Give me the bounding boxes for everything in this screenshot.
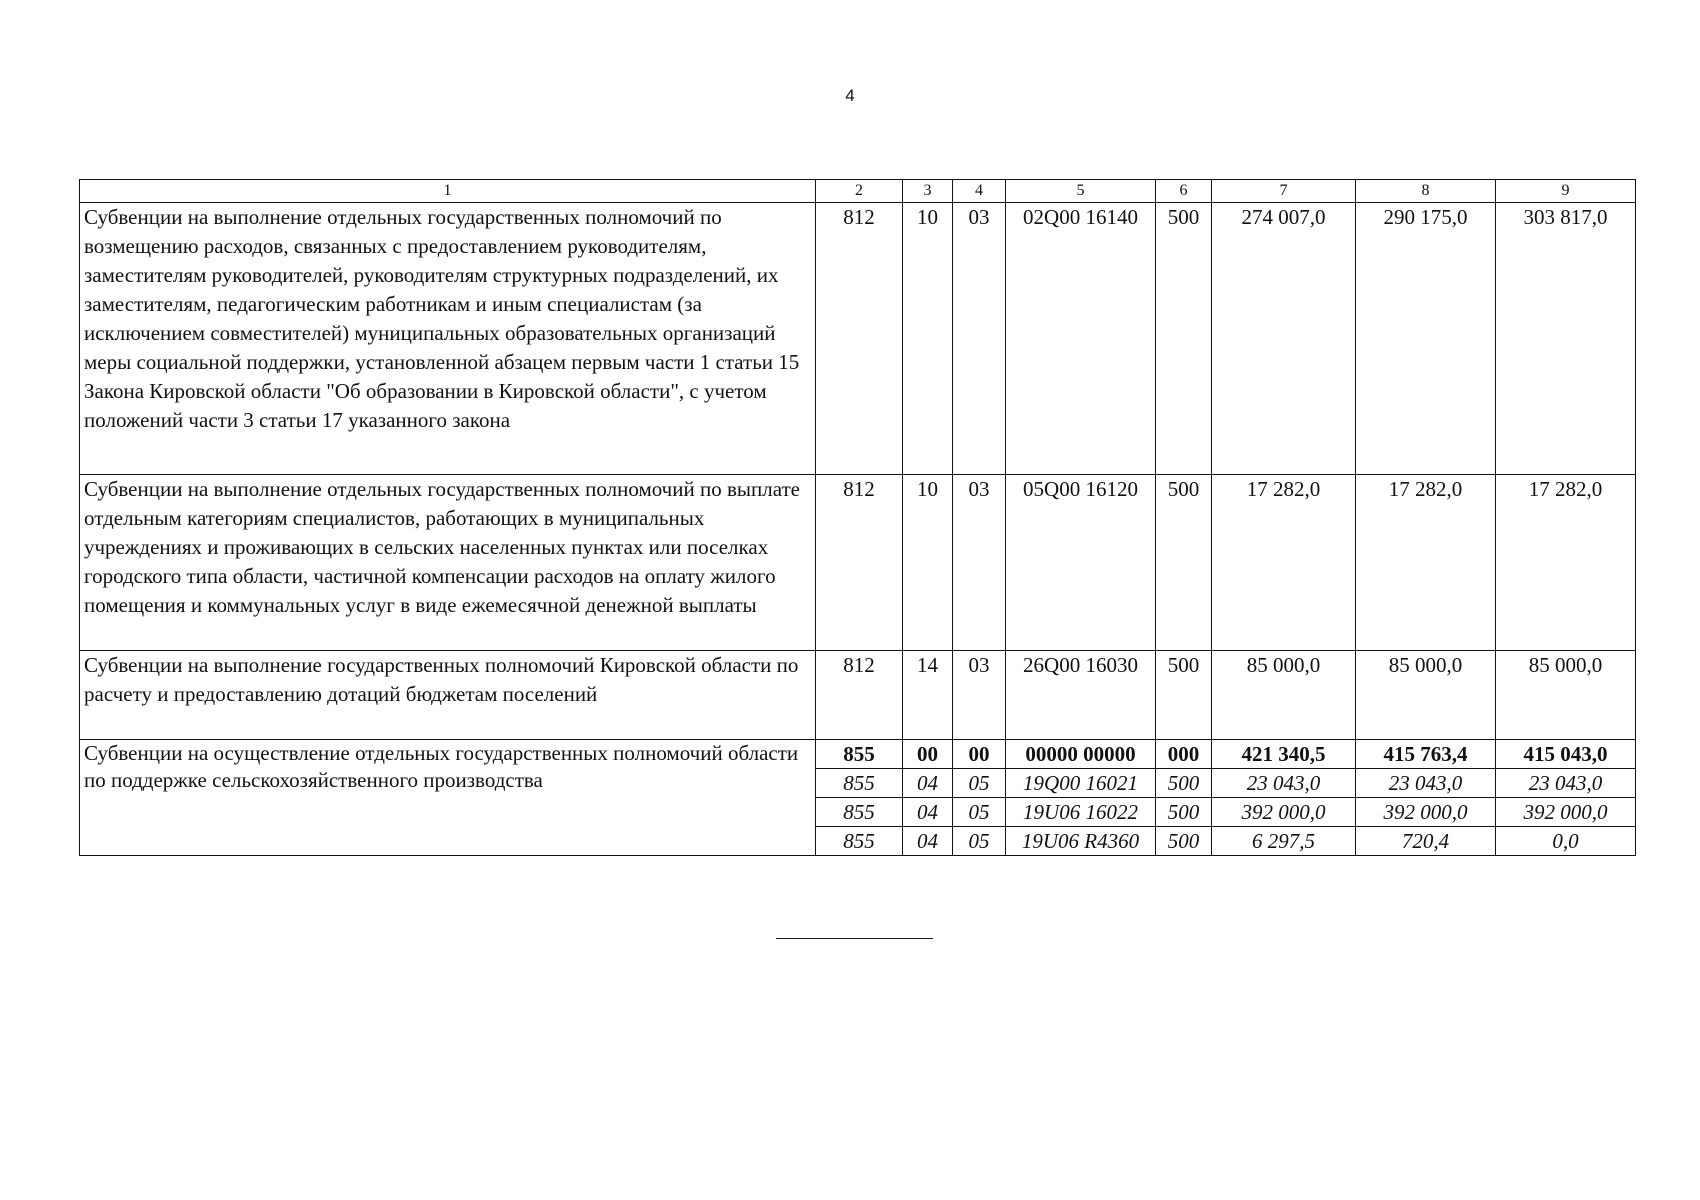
amount-cell-col7: 274 007,0 [1212, 203, 1356, 475]
subsection-code-cell: 00 [953, 740, 1006, 769]
row-description: Субвенции на выполнение государственных полномочий Кировской области по расчету и предоставлению дотаций бюджетам поселений [80, 651, 816, 740]
expense-type-cell: 500 [1156, 827, 1212, 856]
section-code-cell: 04 [903, 798, 953, 827]
target-article-cell: 00000 00000 [1006, 740, 1156, 769]
ministry-code-cell: 855 [816, 798, 903, 827]
subsection-code-cell: 05 [953, 798, 1006, 827]
page-number: 4 [845, 86, 855, 105]
target-article-cell: 19U06 16022 [1006, 798, 1156, 827]
amount-cell-col9: 0,0 [1496, 827, 1636, 856]
end-of-document-rule [776, 938, 933, 939]
amount-cell-col8: 85 000,0 [1356, 651, 1496, 740]
column-header: 4 [953, 180, 1006, 203]
expense-type-cell: 500 [1156, 203, 1212, 475]
target-article-cell: 05Q00 16120 [1006, 475, 1156, 651]
row-description: Субвенции на осуществление отдельных государственных полномочий области по поддержке сельскохозяйственного производства [80, 740, 816, 856]
ministry-code-cell: 855 [816, 827, 903, 856]
row-description: Субвенции на выполнение отдельных государственных полномочий по выплате отдельным категориям специалистов, работающих в муниципальных учреждениях и проживающих в сельских населенных пунктах или поселках городского типа области, частичной компенсации расходов на оплату жилого помещения и коммунальных услуг в виде ежемесячной денежной выплаты [80, 475, 816, 651]
subsection-code-cell: 03 [953, 475, 1006, 651]
section-code-cell: 04 [903, 769, 953, 798]
amount-cell-col7: 85 000,0 [1212, 651, 1356, 740]
target-article-cell: 02Q00 16140 [1006, 203, 1156, 475]
row-description: Субвенции на выполнение отдельных государственных полномочий по возмещению расходов, связанных с предоставлением руководителям, заместителям руководителей, руководителям структурных подразделений, их заместителям, педагогическим работникам и иным специалистам (за исключением совместителей) муниципальных образовательных организаций меры социальной поддержки, установленной абзацем первым части 1 статьи 15 Закона Кировской области "Об образовании в Кировской области", с учетом положений части 3 статьи 17 указанного закона [80, 203, 816, 475]
table-row [80, 475, 1636, 651]
section-code-cell: 10 [903, 475, 953, 651]
table-row-total [80, 740, 1636, 769]
amount-cell-col9: 23 043,0 [1496, 769, 1636, 798]
subsection-code-cell: 03 [953, 651, 1006, 740]
amount-cell-col8: 290 175,0 [1356, 203, 1496, 475]
amount-cell-col7: 23 043,0 [1212, 769, 1356, 798]
amount-cell-col9: 415 043,0 [1496, 740, 1636, 769]
table-row [80, 203, 1636, 475]
section-code-cell: 14 [903, 651, 953, 740]
amount-cell-col7: 392 000,0 [1212, 798, 1356, 827]
target-article-cell: 26Q00 16030 [1006, 651, 1156, 740]
subsection-code-cell: 03 [953, 203, 1006, 475]
amount-cell-col8: 392 000,0 [1356, 798, 1496, 827]
target-article-cell: 19Q00 16021 [1006, 769, 1156, 798]
ministry-code-cell: 855 [816, 769, 903, 798]
amount-cell-col9: 392 000,0 [1496, 798, 1636, 827]
column-header: 7 [1212, 180, 1356, 203]
subsection-code-cell: 05 [953, 827, 1006, 856]
target-article-cell: 19U06 R4360 [1006, 827, 1156, 856]
ministry-code-cell: 812 [816, 203, 903, 475]
expense-type-cell: 500 [1156, 651, 1212, 740]
expense-type-cell: 500 [1156, 769, 1212, 798]
column-header: 1 [80, 180, 816, 203]
ministry-code-cell: 812 [816, 475, 903, 651]
expense-type-cell: 500 [1156, 798, 1212, 827]
table-header-row [80, 180, 1636, 203]
ministry-code-cell: 855 [816, 740, 903, 769]
budget-table [79, 179, 1636, 856]
section-code-cell: 04 [903, 827, 953, 856]
column-header: 8 [1356, 180, 1496, 203]
amount-cell-col7: 6 297,5 [1212, 827, 1356, 856]
expense-type-cell: 500 [1156, 475, 1212, 651]
amount-cell-col9: 17 282,0 [1496, 475, 1636, 651]
amount-cell-col9: 303 817,0 [1496, 203, 1636, 475]
amount-cell-col8: 17 282,0 [1356, 475, 1496, 651]
expense-type-cell: 000 [1156, 740, 1212, 769]
amount-cell-col8: 720,4 [1356, 827, 1496, 856]
table-row [80, 651, 1636, 740]
subsection-code-cell: 05 [953, 769, 1006, 798]
amount-cell-col8: 415 763,4 [1356, 740, 1496, 769]
amount-cell-col7: 421 340,5 [1212, 740, 1356, 769]
column-header: 9 [1496, 180, 1636, 203]
amount-cell-col8: 23 043,0 [1356, 769, 1496, 798]
amount-cell-col7: 17 282,0 [1212, 475, 1356, 651]
column-header: 6 [1156, 180, 1212, 203]
section-code-cell: 00 [903, 740, 953, 769]
column-header: 3 [903, 180, 953, 203]
column-header: 2 [816, 180, 903, 203]
ministry-code-cell: 812 [816, 651, 903, 740]
amount-cell-col9: 85 000,0 [1496, 651, 1636, 740]
section-code-cell: 10 [903, 203, 953, 475]
column-header: 5 [1006, 180, 1156, 203]
